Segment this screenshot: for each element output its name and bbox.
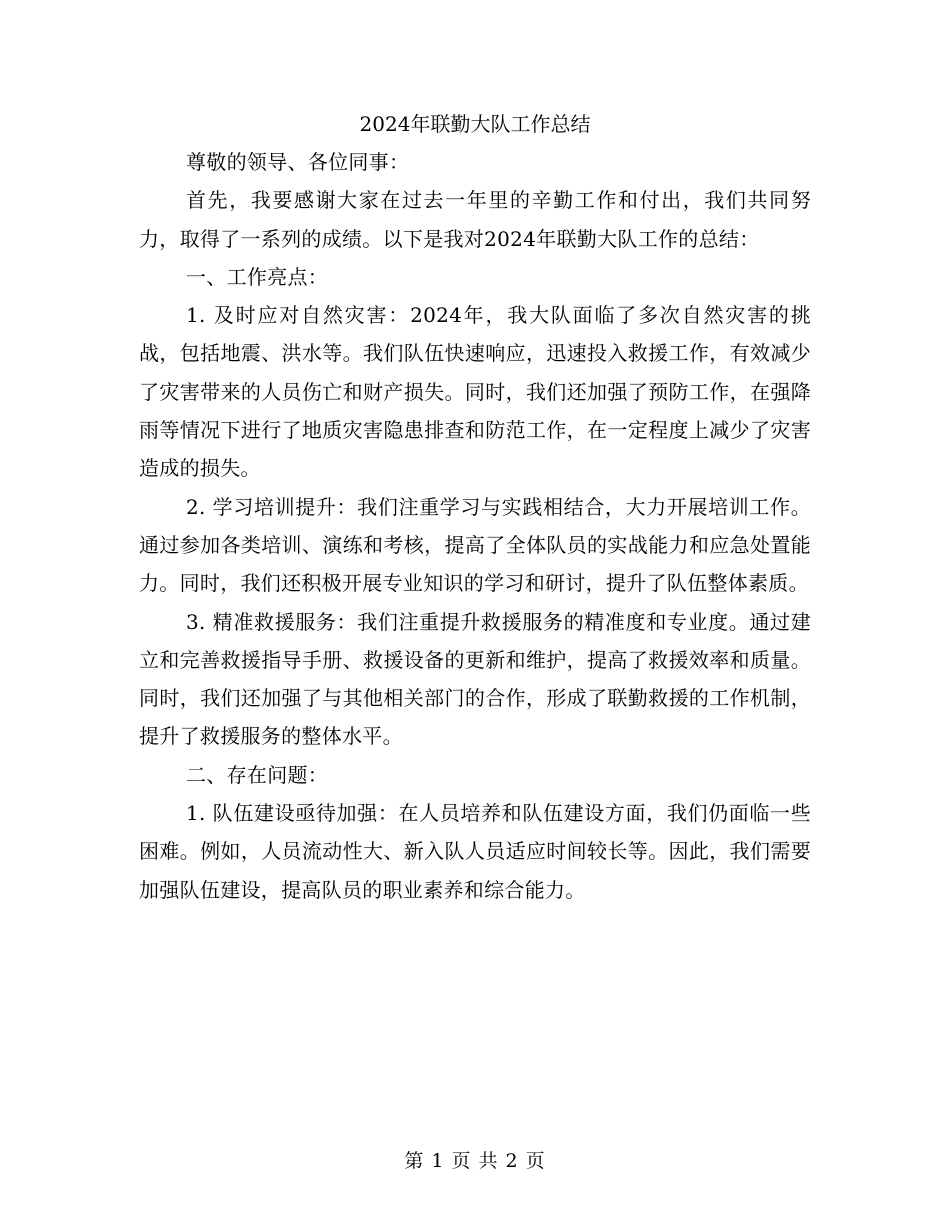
paragraph-problem-1: 1. 队伍建设亟待加强：在人员培养和队伍建设方面，我们仍面临一些困难。例如，人员流动性大、新入队人员适应时间较长等。因此，我们需要加强队伍建设，提高队员的职业素养和综合能力。 <box>139 801 811 902</box>
paragraph-highlight-2: 2. 学习培训提升：我们注重学习与实践相结合，大力开展培训工作。通过参加各类培训、演练和考核，提高了全体队员的实战能力和应急处置能力。同时，我们还积极开展专业知识的学习和研讨，提升了队伍整体素质。 <box>139 494 811 596</box>
paragraph-salutation: 尊敬的领导、各位同事： <box>186 150 410 174</box>
section-heading-highlights: 一、工作亮点： <box>186 264 329 289</box>
paragraph-highlight-3: 3. 精准救援服务：我们注重提升救援服务的精准度和专业度。通过建立和完善救援指导手册、救援设备的更新和维护，提高了救援效率和质量。同时，我们还加强了与其他相关部门的合作，形成了联勤救援的工作机制，提升了救援服务的整体水平。 <box>139 609 811 749</box>
paragraph-highlight-1: 1. 及时应对自然灾害：2024年，我大队面临了多次自然灾害的挑战，包括地震、洪水等。我们队伍快速响应，迅速投入救援工作，有效减少了灾害带来的人员伤亡和财产损失。同时，我们还加强了预防工作，在强降雨等情况下进行了地质灾害隐患排查和防范工作，在一定程度上减少了灾害造成的损失。 <box>139 303 811 481</box>
section-heading-problems: 二、存在问题： <box>186 762 329 787</box>
paragraph-intro: 首先，我要感谢大家在过去一年里的辛勤工作和付出，我们共同努力，取得了一系列的成绩。以下是我对2024年联勤大队工作的总结： <box>139 188 811 251</box>
document-title: 2024年联勤大队工作总结 <box>359 112 591 136</box>
document-page <box>139 105 811 909</box>
page-number-footer: 第 1 页 共 2 页 <box>404 1150 546 1172</box>
